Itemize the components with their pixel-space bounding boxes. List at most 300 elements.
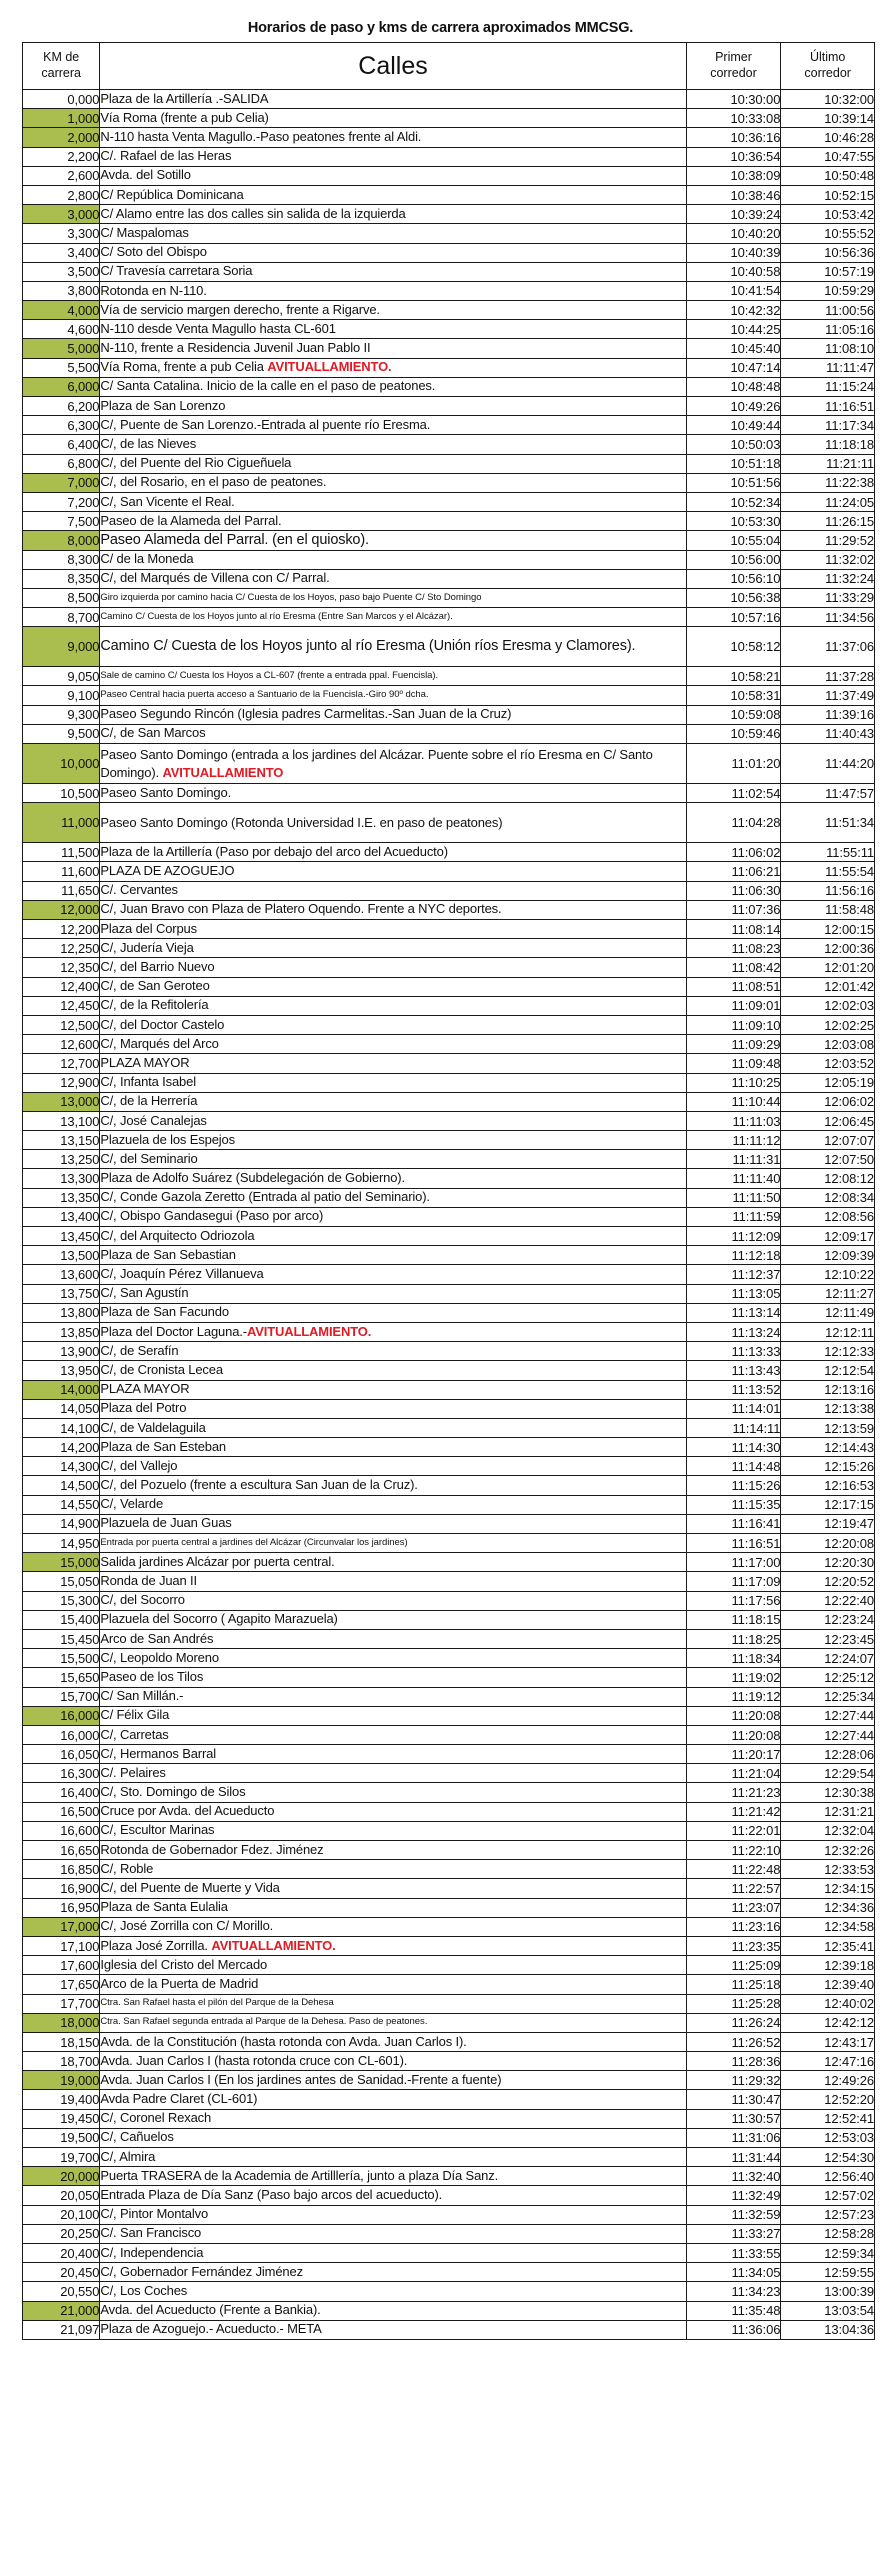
table-row: [23, 1802, 875, 1821]
table-row: [23, 1207, 875, 1226]
cell-last-runner-time: 12:17:15: [781, 1495, 875, 1514]
cell-street: [100, 724, 686, 743]
cell-km: 13,600: [23, 1265, 100, 1284]
column-header-first-runner: [686, 43, 781, 90]
cell-km: 19,000: [23, 2071, 100, 2090]
cell-first-runner-time: 11:35:48: [686, 2301, 781, 2320]
cell-first-runner-time: 11:22:57: [686, 1879, 781, 1898]
cell-street: [100, 784, 686, 803]
cell-last-runner-time: 12:00:36: [781, 939, 875, 958]
cell-last-runner-time: 12:20:30: [781, 1553, 875, 1572]
cell-street: [100, 1111, 686, 1130]
table-row: [23, 881, 875, 900]
cell-first-runner-time: 11:12:18: [686, 1246, 781, 1265]
street-text: Avda. de la Constitución (hasta rotonda con Avda. Juan Carlos I).: [100, 2033, 467, 2049]
cell-first-runner-time: 11:13:05: [686, 1284, 781, 1303]
cell-first-runner-time: 11:18:34: [686, 1649, 781, 1668]
cell-last-runner-time: 12:54:30: [781, 2148, 875, 2167]
street-text: Ctra. San Rafael segunda entrada al Parque de la Dehesa. Paso de peatones.: [100, 2016, 428, 2028]
table-row: [23, 1629, 875, 1648]
street-text: Avda. del Acueducto (Frente a Bankia).: [100, 2302, 321, 2318]
table-row: [23, 1361, 875, 1380]
cell-last-runner-time: 12:57:02: [781, 2186, 875, 2205]
street-text: C/, del Rosario, en el paso de peatones.: [100, 474, 327, 490]
cell-last-runner-time: 11:33:29: [781, 588, 875, 607]
cell-street: [100, 803, 686, 843]
cell-km: 17,600: [23, 1956, 100, 1975]
cell-km: 2,800: [23, 185, 100, 204]
cell-first-runner-time: 10:58:12: [686, 627, 781, 667]
cell-street: [100, 1246, 686, 1265]
cell-km: 4,000: [23, 301, 100, 320]
cell-first-runner-time: 11:22:48: [686, 1860, 781, 1879]
cell-last-runner-time: 11:34:56: [781, 608, 875, 627]
street-text: C/, Gobernador Fernández Jiménez: [100, 2263, 303, 2279]
cell-street: [100, 900, 686, 919]
table-row: [23, 569, 875, 588]
cell-street: [100, 1380, 686, 1399]
cell-last-runner-time: 11:55:54: [781, 862, 875, 881]
cell-km: 12,000: [23, 900, 100, 919]
table-row: [23, 977, 875, 996]
table-row: [23, 686, 875, 705]
street-text: N-110 desde Venta Magullo hasta CL-601: [100, 320, 336, 336]
cell-km: 19,500: [23, 2128, 100, 2147]
cell-km: 2,200: [23, 147, 100, 166]
street-text: C/, Independencia: [100, 2244, 204, 2260]
cell-first-runner-time: 11:29:32: [686, 2071, 781, 2090]
cell-first-runner-time: 11:15:35: [686, 1495, 781, 1514]
cell-last-runner-time: 11:37:06: [781, 627, 875, 667]
cell-first-runner-time: 10:49:44: [686, 416, 781, 435]
cell-last-runner-time: 11:58:48: [781, 900, 875, 919]
cell-km: 9,100: [23, 686, 100, 705]
cell-km: 8,700: [23, 608, 100, 627]
table-row: [23, 377, 875, 396]
table-row: [23, 996, 875, 1015]
cell-km: 12,500: [23, 1015, 100, 1034]
cell-km: 5,500: [23, 358, 100, 377]
street-text: Ctra. San Rafael hasta el pilón del Parque de la Dehesa: [100, 1997, 334, 2009]
cell-km: 16,300: [23, 1764, 100, 1783]
cell-last-runner-time: 11:00:56: [781, 301, 875, 320]
cell-km: 6,400: [23, 435, 100, 454]
km-header-line2: carrera: [41, 66, 81, 80]
table-row: [23, 339, 875, 358]
cell-km: 20,000: [23, 2167, 100, 2186]
street-text: C/, Hermanos Barral: [100, 1745, 216, 1761]
cell-last-runner-time: 11:11:47: [781, 358, 875, 377]
cell-last-runner-time: 12:19:47: [781, 1514, 875, 1533]
cell-first-runner-time: 10:53:30: [686, 512, 781, 531]
street-text: C/, Velarde: [100, 1496, 164, 1512]
cell-km: 12,700: [23, 1054, 100, 1073]
cell-street: [100, 1860, 686, 1879]
cell-last-runner-time: 12:31:21: [781, 1802, 875, 1821]
cell-last-runner-time: 12:40:02: [781, 1994, 875, 2013]
cell-km: 19,700: [23, 2148, 100, 2167]
cell-km: 8,300: [23, 550, 100, 569]
cell-first-runner-time: 11:08:23: [686, 939, 781, 958]
cell-last-runner-time: 11:44:20: [781, 744, 875, 784]
cell-km: 16,400: [23, 1783, 100, 1802]
cell-km: 10,500: [23, 784, 100, 803]
cell-street: [100, 1322, 686, 1341]
cell-first-runner-time: 10:39:24: [686, 205, 781, 224]
street-text: C/, Joaquín Pérez Villanueva: [100, 1266, 264, 1282]
cell-km: 20,050: [23, 2186, 100, 2205]
cell-street: [100, 2109, 686, 2128]
cell-km: 15,500: [23, 1649, 100, 1668]
street-text: Plaza de Santa Eulalia: [100, 1899, 228, 1915]
table-row: [23, 900, 875, 919]
cell-street: [100, 2282, 686, 2301]
cell-street: [100, 939, 686, 958]
cell-first-runner-time: 10:56:00: [686, 550, 781, 569]
street-text: Camino C/ Cuesta de los Hoyos junto al río Eresma (Entre San Marcos y el Alcázar).: [100, 610, 453, 622]
cell-last-runner-time: 11:17:34: [781, 416, 875, 435]
cell-first-runner-time: 11:14:48: [686, 1457, 781, 1476]
table-row: [23, 1246, 875, 1265]
cell-street: [100, 320, 686, 339]
street-text: C/, del Barrio Nuevo: [100, 959, 215, 975]
cell-km: 15,450: [23, 1629, 100, 1648]
cell-first-runner-time: 11:11:59: [686, 1207, 781, 1226]
cell-km: 10,000: [23, 744, 100, 784]
cell-first-runner-time: 10:51:56: [686, 473, 781, 492]
cell-first-runner-time: 11:13:33: [686, 1342, 781, 1361]
table-row: [23, 185, 875, 204]
cell-last-runner-time: 10:57:19: [781, 262, 875, 281]
column-header-last-runner: [781, 43, 875, 90]
cell-last-runner-time: 12:13:59: [781, 1418, 875, 1437]
cell-street: [100, 1073, 686, 1092]
cell-last-runner-time: 13:03:54: [781, 2301, 875, 2320]
cell-last-runner-time: 12:12:11: [781, 1322, 875, 1341]
cell-first-runner-time: 11:25:28: [686, 1994, 781, 2013]
street-text: Paseo Santo Domingo (entrada a los jardines del Alcázar. Puente sobre el río Eresma en C/ Santo Domingo).: [100, 747, 653, 780]
cell-last-runner-time: 11:15:24: [781, 377, 875, 396]
cell-first-runner-time: 10:41:54: [686, 281, 781, 300]
cell-first-runner-time: 11:26:52: [686, 2032, 781, 2051]
street-text: C/. Rafael de las Heras: [100, 148, 232, 164]
cell-street: [100, 2167, 686, 2186]
cell-first-runner-time: 11:11:31: [686, 1150, 781, 1169]
cell-km: 16,000: [23, 1725, 100, 1744]
table-row: [23, 958, 875, 977]
cell-street: [100, 996, 686, 1015]
cell-km: 2,000: [23, 128, 100, 147]
table-row: [23, 1975, 875, 1994]
cell-first-runner-time: 11:04:28: [686, 803, 781, 843]
street-text: C/, Cañuelos: [100, 2129, 174, 2145]
cell-first-runner-time: 11:12:09: [686, 1227, 781, 1246]
cell-km: 12,350: [23, 958, 100, 977]
cell-last-runner-time: 12:01:20: [781, 958, 875, 977]
cell-last-runner-time: 11:39:16: [781, 705, 875, 724]
cell-km: 13,750: [23, 1284, 100, 1303]
cell-last-runner-time: 12:02:03: [781, 996, 875, 1015]
cell-first-runner-time: 10:59:08: [686, 705, 781, 724]
street-text: Iglesia del Cristo del Mercado: [100, 1956, 268, 1972]
cell-street: [100, 627, 686, 667]
cell-first-runner-time: 11:06:30: [686, 881, 781, 900]
table-row: [23, 1764, 875, 1783]
cell-km: 13,900: [23, 1342, 100, 1361]
cell-last-runner-time: 10:46:28: [781, 128, 875, 147]
cell-street: [100, 2052, 686, 2071]
cell-last-runner-time: 12:08:12: [781, 1169, 875, 1188]
street-text: Plazuela del Socorro ( Agapito Marazuela): [100, 1611, 338, 1627]
cell-first-runner-time: 11:16:51: [686, 1534, 781, 1553]
cell-first-runner-time: 10:58:21: [686, 667, 781, 686]
cell-street: [100, 1399, 686, 1418]
cell-street: [100, 1054, 686, 1073]
table-row: [23, 1092, 875, 1111]
table-row: [23, 1841, 875, 1860]
table-row: [23, 1111, 875, 1130]
cell-km: 17,650: [23, 1975, 100, 1994]
cell-first-runner-time: 10:52:34: [686, 492, 781, 511]
street-text: C/, Escultor Marinas: [100, 1822, 215, 1838]
cell-last-runner-time: 11:08:10: [781, 339, 875, 358]
cell-street: [100, 435, 686, 454]
street-text: C/, Puente de San Lorenzo.-Entrada al puente río Eresma.: [100, 416, 431, 432]
street-text: Vía Roma, frente a pub Celia: [100, 359, 268, 375]
cell-street: [100, 1303, 686, 1322]
table-row: [23, 2263, 875, 2282]
cell-first-runner-time: 11:15:26: [686, 1476, 781, 1495]
street-text: Paseo Santo Domingo (Rotonda Universidad I.E. en paso de peatones): [100, 815, 503, 830]
cell-street: [100, 881, 686, 900]
cell-first-runner-time: 11:07:36: [686, 900, 781, 919]
street-text: C/ Félix Gila: [100, 1707, 170, 1723]
cell-street: [100, 1342, 686, 1361]
cell-street: [100, 2128, 686, 2147]
cell-street: [100, 2224, 686, 2243]
cell-street: [100, 2013, 686, 2032]
cell-last-runner-time: 12:10:22: [781, 1265, 875, 1284]
cell-km: 16,650: [23, 1841, 100, 1860]
cell-last-runner-time: 12:20:08: [781, 1534, 875, 1553]
cell-km: 17,100: [23, 1936, 100, 1955]
cell-street: [100, 1015, 686, 1034]
cell-km: 12,900: [23, 1073, 100, 1092]
table-row: [23, 1227, 875, 1246]
cell-first-runner-time: 11:17:00: [686, 1553, 781, 1572]
cell-street: [100, 128, 686, 147]
table-row: [23, 744, 875, 784]
street-text: C/. Pelaires: [100, 1764, 166, 1780]
cell-last-runner-time: 12:07:50: [781, 1150, 875, 1169]
cell-last-runner-time: 12:58:28: [781, 2224, 875, 2243]
street-text: Plaza del Potro: [100, 1400, 187, 1416]
cell-street: [100, 473, 686, 492]
table-header: [23, 43, 875, 90]
cell-street: [100, 1284, 686, 1303]
cell-first-runner-time: 10:44:25: [686, 320, 781, 339]
table-row: [23, 2224, 875, 2243]
table-row: [23, 1956, 875, 1975]
cell-km: 15,050: [23, 1572, 100, 1591]
street-text: Plaza de Azoguejo.- Acueducto.- META: [100, 2321, 322, 2337]
cell-last-runner-time: 12:27:44: [781, 1706, 875, 1725]
cell-last-runner-time: 12:52:41: [781, 2109, 875, 2128]
cell-street: [100, 569, 686, 588]
cell-first-runner-time: 10:36:54: [686, 147, 781, 166]
cell-street: [100, 205, 686, 224]
street-text: Plaza de San Lorenzo: [100, 397, 226, 413]
cell-street: [100, 2071, 686, 2090]
cell-last-runner-time: 12:34:58: [781, 1917, 875, 1936]
cell-first-runner-time: 11:19:02: [686, 1668, 781, 1687]
cell-street: [100, 1418, 686, 1437]
street-text: C/, de Serafín: [100, 1342, 179, 1358]
cell-first-runner-time: 10:36:16: [686, 128, 781, 147]
cell-km: 13,400: [23, 1207, 100, 1226]
cell-km: 16,500: [23, 1802, 100, 1821]
cell-km: 13,800: [23, 1303, 100, 1322]
cell-last-runner-time: 11:24:05: [781, 492, 875, 511]
cell-last-runner-time: 12:20:52: [781, 1572, 875, 1591]
cell-km: 16,850: [23, 1860, 100, 1879]
cell-first-runner-time: 11:23:35: [686, 1936, 781, 1955]
table-row: [23, 667, 875, 686]
table-row: [23, 1322, 875, 1341]
cell-km: 13,000: [23, 1092, 100, 1111]
cell-km: 8,500: [23, 588, 100, 607]
cell-street: [100, 1514, 686, 1533]
cell-last-runner-time: 11:40:43: [781, 724, 875, 743]
cell-last-runner-time: 12:07:07: [781, 1131, 875, 1150]
table-row: [23, 920, 875, 939]
street-text: C/, del Pozuelo (frente a escultura San Juan de la Cruz).: [100, 1477, 418, 1493]
cell-last-runner-time: 13:04:36: [781, 2320, 875, 2339]
street-text: C/, Carretas: [100, 1726, 169, 1742]
cell-last-runner-time: 10:39:14: [781, 109, 875, 128]
cell-km: 14,950: [23, 1534, 100, 1553]
cell-last-runner-time: 10:56:36: [781, 243, 875, 262]
street-text: Rotonda de Gobernador Fdez. Jiménez: [100, 1841, 324, 1857]
street-text: Avda. Juan Carlos I (En los jardines antes de Sanidad.-Frente a fuente): [100, 2071, 502, 2087]
cell-last-runner-time: 11:05:16: [781, 320, 875, 339]
street-text: Paseo Alameda del Parral. (en el quiosko).: [100, 532, 369, 549]
page-title: Horarios de paso y kms de carrera aproximados MMCSG.: [247, 20, 634, 36]
street-text: C/ Travesía carretara Soria: [100, 263, 253, 279]
table-row: [23, 2032, 875, 2051]
street-text: C/, Obispo Gandasegui (Paso por arco): [100, 1208, 324, 1224]
table-row: [23, 705, 875, 724]
cell-street: [100, 1457, 686, 1476]
cell-last-runner-time: 12:56:40: [781, 2167, 875, 2186]
cell-last-runner-time: 10:55:52: [781, 224, 875, 243]
street-text: Avda. del Sotillo: [100, 167, 191, 183]
cell-street: [100, 109, 686, 128]
cell-km: 13,150: [23, 1131, 100, 1150]
cell-first-runner-time: 11:11:12: [686, 1131, 781, 1150]
table-row: [23, 2090, 875, 2109]
table-row: [23, 1572, 875, 1591]
street-text: C/, de Valdelaguila: [100, 1419, 206, 1435]
street-text: C/, Sto. Domingo de Silos: [100, 1784, 246, 1800]
street-text: C/, Los Coches: [100, 2282, 188, 2298]
cell-street: [100, 1495, 686, 1514]
cell-last-runner-time: 12:59:55: [781, 2263, 875, 2282]
street-text: Avda. Juan Carlos I (hasta rotonda cruce con CL-601).: [100, 2052, 408, 2068]
cell-last-runner-time: 12:32:04: [781, 1821, 875, 1840]
cell-street: [100, 920, 686, 939]
street-text: C/. San Francisco: [100, 2225, 202, 2241]
cell-first-runner-time: 11:32:40: [686, 2167, 781, 2186]
table-row: [23, 301, 875, 320]
cell-km: 12,400: [23, 977, 100, 996]
cell-street: [100, 1169, 686, 1188]
table-row: [23, 2282, 875, 2301]
cell-km: 8,350: [23, 569, 100, 588]
cell-first-runner-time: 11:19:12: [686, 1687, 781, 1706]
street-text: C/ Maspalomas: [100, 224, 189, 240]
cell-first-runner-time: 11:13:24: [686, 1322, 781, 1341]
cell-km: 14,900: [23, 1514, 100, 1533]
cell-first-runner-time: 11:12:37: [686, 1265, 781, 1284]
cell-first-runner-time: 11:18:15: [686, 1610, 781, 1629]
table-row: [23, 2109, 875, 2128]
cell-first-runner-time: 11:30:57: [686, 2109, 781, 2128]
cell-first-runner-time: 11:31:44: [686, 2148, 781, 2167]
cell-last-runner-time: 12:12:33: [781, 1342, 875, 1361]
cell-street: [100, 686, 686, 705]
cell-street: [100, 166, 686, 185]
cell-km: 3,500: [23, 262, 100, 281]
cell-last-runner-time: 10:52:15: [781, 185, 875, 204]
cell-first-runner-time: 11:10:44: [686, 1092, 781, 1111]
table-row: [23, 1438, 875, 1457]
cell-street: [100, 1572, 686, 1591]
street-text: Plaza de la Artillería .-SALIDA: [100, 90, 269, 106]
cell-last-runner-time: 12:39:40: [781, 1975, 875, 1994]
cell-first-runner-time: 11:36:06: [686, 2320, 781, 2339]
avituallamiento-label: AVITUALLAMIENTO.: [267, 359, 392, 375]
table-row: [23, 1649, 875, 1668]
cell-km: 14,550: [23, 1495, 100, 1514]
cell-street: [100, 1553, 686, 1572]
cell-last-runner-time: 11:21:11: [781, 454, 875, 473]
cell-km: 12,450: [23, 996, 100, 1015]
cell-km: 13,950: [23, 1361, 100, 1380]
cell-km: 7,200: [23, 492, 100, 511]
cell-street: [100, 339, 686, 358]
cell-street: [100, 454, 686, 473]
street-text: C/. Cervantes: [100, 882, 178, 898]
street-text: C/, de la Refitolería: [100, 997, 209, 1013]
cell-street: [100, 147, 686, 166]
table-row: [23, 1131, 875, 1150]
street-text: C/, Almira: [100, 2148, 156, 2164]
street-text: C/ República Dominicana: [100, 186, 244, 202]
cell-last-runner-time: 12:22:40: [781, 1591, 875, 1610]
cell-km: 12,250: [23, 939, 100, 958]
km-header-line1: KM de: [43, 50, 80, 65]
cell-km: 3,300: [23, 224, 100, 243]
street-text: N-110, frente a Residencia Juvenil Juan Pablo II: [100, 340, 371, 356]
cell-km: 6,300: [23, 416, 100, 435]
cell-street: [100, 1936, 686, 1955]
street-text: C/, San Vicente el Real.: [100, 493, 235, 509]
cell-last-runner-time: 11:51:34: [781, 803, 875, 843]
table-row: [23, 1015, 875, 1034]
street-text: Plazuela de los Espejos: [100, 1131, 235, 1147]
cell-km: 13,250: [23, 1150, 100, 1169]
